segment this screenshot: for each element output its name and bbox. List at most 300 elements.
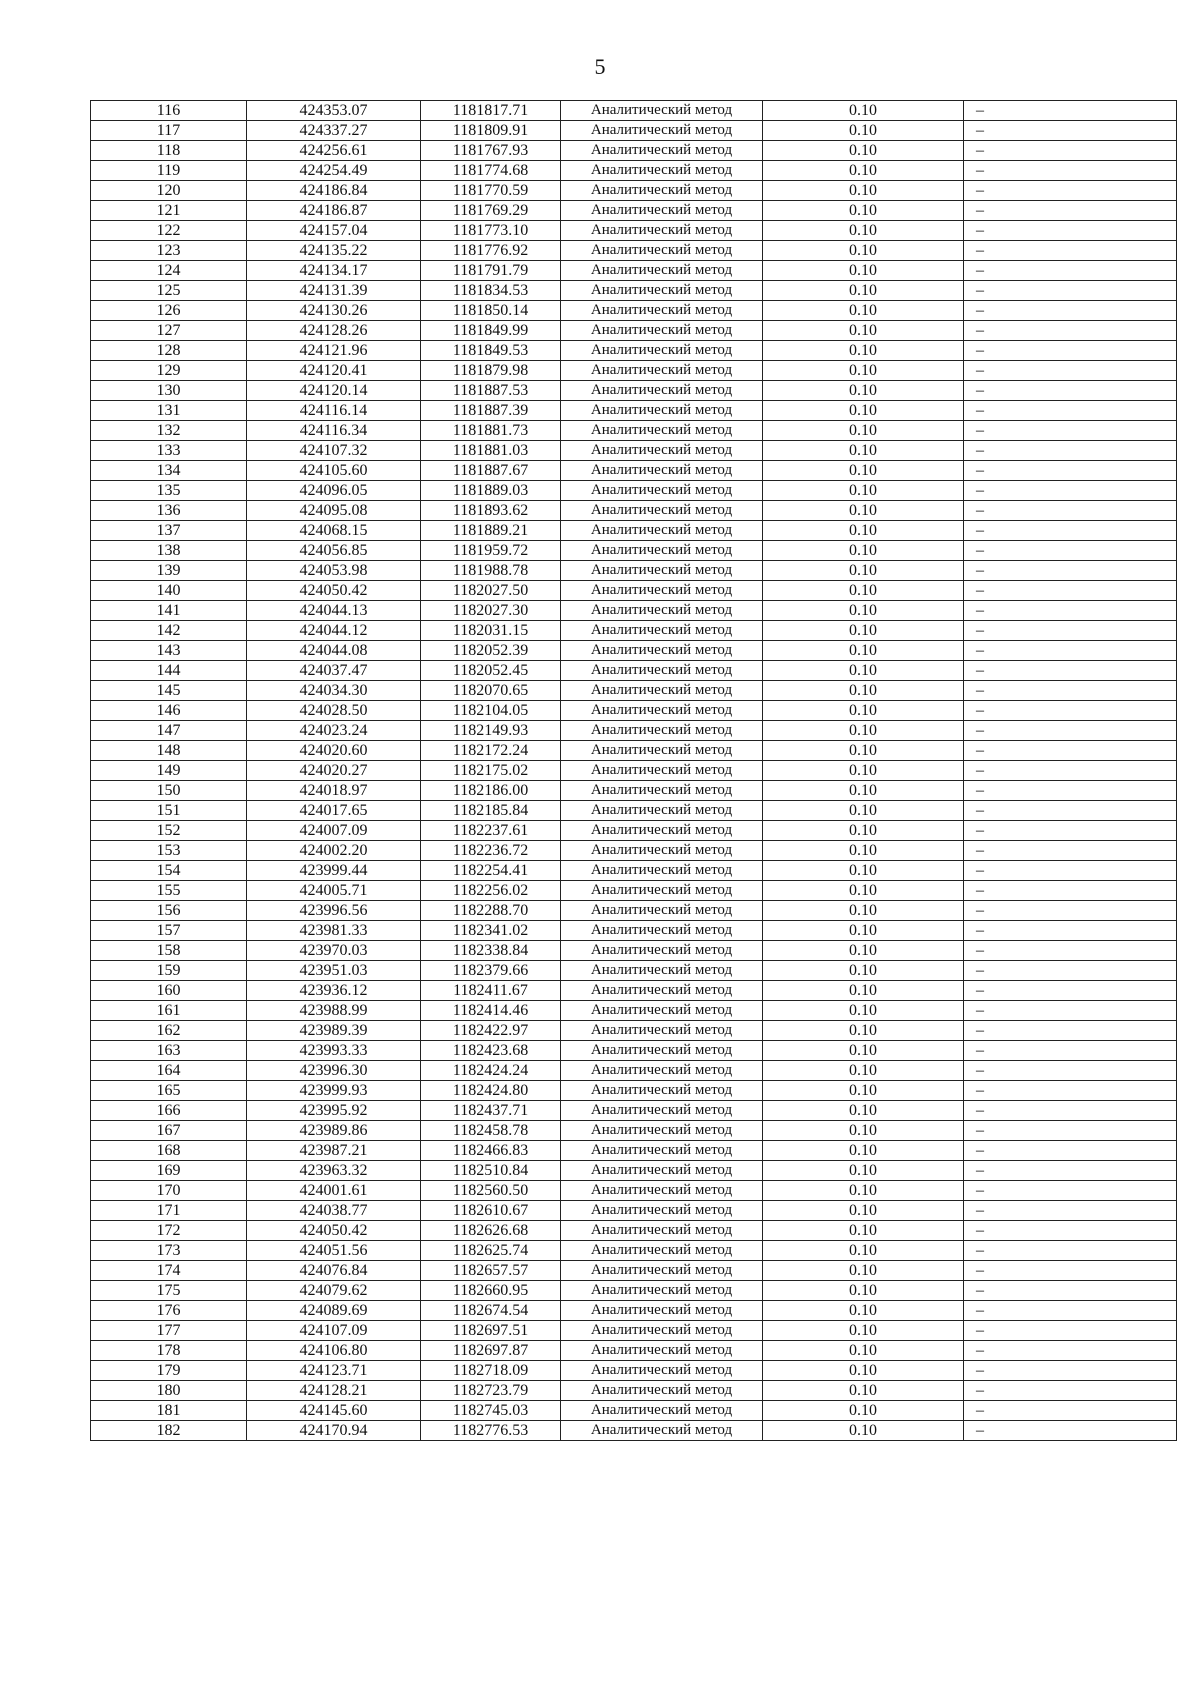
table-row [91, 1281, 1177, 1301]
x-coordinate-cell: 424095.08 [247, 501, 421, 521]
x-coordinate-cell: 423989.86 [247, 1121, 421, 1141]
x-coordinate-cell: 424020.27 [247, 761, 421, 781]
point-number-cell: 175 [91, 1281, 247, 1301]
point-number-cell: 132 [91, 421, 247, 441]
table-row [91, 961, 1177, 981]
point-number-cell: 147 [91, 721, 247, 741]
description-cell: – [964, 361, 1177, 381]
method-cell: Аналитический метод [561, 221, 763, 241]
x-coordinate-cell: 424256.61 [247, 141, 421, 161]
x-coordinate-cell: 424353.07 [247, 101, 421, 121]
description-cell: – [964, 681, 1177, 701]
method-cell: Аналитический метод [561, 1401, 763, 1421]
table-row [91, 1261, 1177, 1281]
accuracy-cell: 0.10 [763, 1161, 964, 1181]
x-coordinate-cell: 424002.20 [247, 841, 421, 861]
table-row [91, 921, 1177, 941]
y-coordinate-cell: 1182411.67 [421, 981, 561, 1001]
method-cell: Аналитический метод [561, 461, 763, 481]
point-number-cell: 156 [91, 901, 247, 921]
y-coordinate-cell: 1181770.59 [421, 181, 561, 201]
description-cell: – [964, 781, 1177, 801]
table-row [91, 621, 1177, 641]
x-coordinate-cell: 423981.33 [247, 921, 421, 941]
accuracy-cell: 0.10 [763, 621, 964, 641]
method-cell: Аналитический метод [561, 961, 763, 981]
description-cell: – [964, 501, 1177, 521]
point-number-cell: 166 [91, 1101, 247, 1121]
point-number-cell: 155 [91, 881, 247, 901]
y-coordinate-cell: 1182466.83 [421, 1141, 561, 1161]
y-coordinate-cell: 1182657.57 [421, 1261, 561, 1281]
accuracy-cell: 0.10 [763, 361, 964, 381]
accuracy-cell: 0.10 [763, 1101, 964, 1121]
x-coordinate-cell: 424105.60 [247, 461, 421, 481]
table-row [91, 1361, 1177, 1381]
description-cell: – [964, 341, 1177, 361]
y-coordinate-cell: 1182237.61 [421, 821, 561, 841]
description-cell: – [964, 521, 1177, 541]
y-coordinate-cell: 1182674.54 [421, 1301, 561, 1321]
x-coordinate-cell: 423951.03 [247, 961, 421, 981]
x-coordinate-cell: 424068.15 [247, 521, 421, 541]
y-coordinate-cell: 1182186.00 [421, 781, 561, 801]
table-row [91, 241, 1177, 261]
table-row [91, 841, 1177, 861]
table-row [91, 641, 1177, 661]
accuracy-cell: 0.10 [763, 641, 964, 661]
table-row [91, 401, 1177, 421]
accuracy-cell: 0.10 [763, 1061, 964, 1081]
method-cell: Аналитический метод [561, 901, 763, 921]
y-coordinate-cell: 1182745.03 [421, 1401, 561, 1421]
description-cell: – [964, 921, 1177, 941]
y-coordinate-cell: 1181774.68 [421, 161, 561, 181]
method-cell: Аналитический метод [561, 1001, 763, 1021]
description-cell: – [964, 1301, 1177, 1321]
y-coordinate-cell: 1182437.71 [421, 1101, 561, 1121]
accuracy-cell: 0.10 [763, 461, 964, 481]
table-row [91, 1381, 1177, 1401]
description-cell: – [964, 901, 1177, 921]
point-number-cell: 171 [91, 1201, 247, 1221]
point-number-cell: 133 [91, 441, 247, 461]
y-coordinate-cell: 1181850.14 [421, 301, 561, 321]
method-cell: Аналитический метод [561, 261, 763, 281]
method-cell: Аналитический метод [561, 1281, 763, 1301]
description-cell: – [964, 1401, 1177, 1421]
description-cell: – [964, 861, 1177, 881]
point-number-cell: 153 [91, 841, 247, 861]
method-cell: Аналитический метод [561, 801, 763, 821]
table-row [91, 801, 1177, 821]
x-coordinate-cell: 424079.62 [247, 1281, 421, 1301]
x-coordinate-cell: 424044.08 [247, 641, 421, 661]
x-coordinate-cell: 424120.41 [247, 361, 421, 381]
description-cell: – [964, 1241, 1177, 1261]
description-cell: – [964, 481, 1177, 501]
coordinates-table-body [91, 101, 1177, 1441]
point-number-cell: 118 [91, 141, 247, 161]
table-row [91, 601, 1177, 621]
description-cell: – [964, 701, 1177, 721]
accuracy-cell: 0.10 [763, 1121, 964, 1141]
description-cell: – [964, 761, 1177, 781]
description-cell: – [964, 1341, 1177, 1361]
method-cell: Аналитический метод [561, 121, 763, 141]
method-cell: Аналитический метод [561, 641, 763, 661]
table-row [91, 1401, 1177, 1421]
point-number-cell: 141 [91, 601, 247, 621]
point-number-cell: 170 [91, 1181, 247, 1201]
point-number-cell: 129 [91, 361, 247, 381]
method-cell: Аналитический метод [561, 101, 763, 121]
accuracy-cell: 0.10 [763, 981, 964, 1001]
x-coordinate-cell: 424186.87 [247, 201, 421, 221]
y-coordinate-cell: 1182424.24 [421, 1061, 561, 1081]
point-number-cell: 178 [91, 1341, 247, 1361]
point-number-cell: 134 [91, 461, 247, 481]
table-row [91, 321, 1177, 341]
y-coordinate-cell: 1182660.95 [421, 1281, 561, 1301]
method-cell: Аналитический метод [561, 1121, 763, 1141]
method-cell: Аналитический метод [561, 1301, 763, 1321]
description-cell: – [964, 141, 1177, 161]
table-row [91, 981, 1177, 1001]
description-cell: – [964, 1061, 1177, 1081]
description-cell: – [964, 381, 1177, 401]
accuracy-cell: 0.10 [763, 1001, 964, 1021]
table-row [91, 741, 1177, 761]
accuracy-cell: 0.10 [763, 881, 964, 901]
point-number-cell: 144 [91, 661, 247, 681]
method-cell: Аналитический метод [561, 761, 763, 781]
y-coordinate-cell: 1182776.53 [421, 1421, 561, 1441]
description-cell: – [964, 441, 1177, 461]
accuracy-cell: 0.10 [763, 1201, 964, 1221]
method-cell: Аналитический метод [561, 1381, 763, 1401]
method-cell: Аналитический метод [561, 1181, 763, 1201]
method-cell: Аналитический метод [561, 361, 763, 381]
table-row [91, 461, 1177, 481]
point-number-cell: 143 [91, 641, 247, 661]
accuracy-cell: 0.10 [763, 441, 964, 461]
description-cell: – [964, 1101, 1177, 1121]
point-number-cell: 174 [91, 1261, 247, 1281]
description-cell: – [964, 1361, 1177, 1381]
y-coordinate-cell: 1181809.91 [421, 121, 561, 141]
method-cell: Аналитический метод [561, 1061, 763, 1081]
table-row [91, 681, 1177, 701]
accuracy-cell: 0.10 [763, 121, 964, 141]
method-cell: Аналитический метод [561, 481, 763, 501]
table-row [91, 821, 1177, 841]
y-coordinate-cell: 1182027.30 [421, 601, 561, 621]
accuracy-cell: 0.10 [763, 901, 964, 921]
point-number-cell: 137 [91, 521, 247, 541]
point-number-cell: 117 [91, 121, 247, 141]
description-cell: – [964, 661, 1177, 681]
method-cell: Аналитический метод [561, 381, 763, 401]
y-coordinate-cell: 1182236.72 [421, 841, 561, 861]
table-row [91, 441, 1177, 461]
point-number-cell: 125 [91, 281, 247, 301]
accuracy-cell: 0.10 [763, 781, 964, 801]
y-coordinate-cell: 1181887.67 [421, 461, 561, 481]
accuracy-cell: 0.10 [763, 861, 964, 881]
y-coordinate-cell: 1182052.45 [421, 661, 561, 681]
accuracy-cell: 0.10 [763, 1421, 964, 1441]
accuracy-cell: 0.10 [763, 1021, 964, 1041]
description-cell: – [964, 1041, 1177, 1061]
y-coordinate-cell: 1181767.93 [421, 141, 561, 161]
x-coordinate-cell: 424038.77 [247, 1201, 421, 1221]
x-coordinate-cell: 423987.21 [247, 1141, 421, 1161]
table-row [91, 1201, 1177, 1221]
y-coordinate-cell: 1182697.87 [421, 1341, 561, 1361]
description-cell: – [964, 281, 1177, 301]
x-coordinate-cell: 424106.80 [247, 1341, 421, 1361]
y-coordinate-cell: 1182149.93 [421, 721, 561, 741]
y-coordinate-cell: 1181879.98 [421, 361, 561, 381]
accuracy-cell: 0.10 [763, 341, 964, 361]
table-row [91, 661, 1177, 681]
description-cell: – [964, 981, 1177, 1001]
description-cell: – [964, 261, 1177, 281]
point-number-cell: 122 [91, 221, 247, 241]
table-row [91, 721, 1177, 741]
table-row [91, 1181, 1177, 1201]
table-row [91, 161, 1177, 181]
accuracy-cell: 0.10 [763, 941, 964, 961]
table-row [91, 381, 1177, 401]
y-coordinate-cell: 1182422.97 [421, 1021, 561, 1041]
description-cell: – [964, 541, 1177, 561]
table-row [91, 1101, 1177, 1121]
point-number-cell: 142 [91, 621, 247, 641]
description-cell: – [964, 221, 1177, 241]
accuracy-cell: 0.10 [763, 421, 964, 441]
method-cell: Аналитический метод [561, 1141, 763, 1161]
description-cell: – [964, 1221, 1177, 1241]
x-coordinate-cell: 423995.92 [247, 1101, 421, 1121]
description-cell: – [964, 201, 1177, 221]
table-row [91, 1161, 1177, 1181]
method-cell: Аналитический метод [561, 1261, 763, 1281]
method-cell: Аналитический метод [561, 581, 763, 601]
table-row [91, 761, 1177, 781]
table-row [91, 281, 1177, 301]
y-coordinate-cell: 1182256.02 [421, 881, 561, 901]
point-number-cell: 131 [91, 401, 247, 421]
x-coordinate-cell: 424134.17 [247, 261, 421, 281]
method-cell: Аналитический метод [561, 981, 763, 1001]
method-cell: Аналитический метод [561, 1081, 763, 1101]
accuracy-cell: 0.10 [763, 601, 964, 621]
y-coordinate-cell: 1181881.73 [421, 421, 561, 441]
point-number-cell: 160 [91, 981, 247, 1001]
y-coordinate-cell: 1182625.74 [421, 1241, 561, 1261]
coordinates-table [90, 100, 1177, 1441]
table-row [91, 1121, 1177, 1141]
y-coordinate-cell: 1182510.84 [421, 1161, 561, 1181]
y-coordinate-cell: 1181893.62 [421, 501, 561, 521]
accuracy-cell: 0.10 [763, 101, 964, 121]
point-number-cell: 139 [91, 561, 247, 581]
method-cell: Аналитический метод [561, 621, 763, 641]
x-coordinate-cell: 424017.65 [247, 801, 421, 821]
accuracy-cell: 0.10 [763, 281, 964, 301]
y-coordinate-cell: 1181773.10 [421, 221, 561, 241]
x-coordinate-cell: 424089.69 [247, 1301, 421, 1321]
table-row [91, 201, 1177, 221]
accuracy-cell: 0.10 [763, 221, 964, 241]
method-cell: Аналитический метод [561, 421, 763, 441]
table-row [91, 701, 1177, 721]
point-number-cell: 167 [91, 1121, 247, 1141]
accuracy-cell: 0.10 [763, 301, 964, 321]
description-cell: – [964, 1421, 1177, 1441]
method-cell: Аналитический метод [561, 921, 763, 941]
accuracy-cell: 0.10 [763, 561, 964, 581]
method-cell: Аналитический метод [561, 681, 763, 701]
table-row [91, 1321, 1177, 1341]
point-number-cell: 123 [91, 241, 247, 261]
description-cell: – [964, 1121, 1177, 1141]
x-coordinate-cell: 424116.14 [247, 401, 421, 421]
accuracy-cell: 0.10 [763, 801, 964, 821]
x-coordinate-cell: 424044.13 [247, 601, 421, 621]
accuracy-cell: 0.10 [763, 701, 964, 721]
description-cell: – [964, 841, 1177, 861]
accuracy-cell: 0.10 [763, 1081, 964, 1101]
table-row [91, 901, 1177, 921]
method-cell: Аналитический метод [561, 881, 763, 901]
y-coordinate-cell: 1182560.50 [421, 1181, 561, 1201]
x-coordinate-cell: 424131.39 [247, 281, 421, 301]
y-coordinate-cell: 1182104.05 [421, 701, 561, 721]
x-coordinate-cell: 424186.84 [247, 181, 421, 201]
accuracy-cell: 0.10 [763, 1221, 964, 1241]
accuracy-cell: 0.10 [763, 1341, 964, 1361]
x-coordinate-cell: 424170.94 [247, 1421, 421, 1441]
table-row [91, 341, 1177, 361]
x-coordinate-cell: 423988.99 [247, 1001, 421, 1021]
x-coordinate-cell: 424051.56 [247, 1241, 421, 1261]
description-cell: – [964, 961, 1177, 981]
point-number-cell: 127 [91, 321, 247, 341]
method-cell: Аналитический метод [561, 1421, 763, 1441]
description-cell: – [964, 581, 1177, 601]
method-cell: Аналитический метод [561, 861, 763, 881]
table-row [91, 101, 1177, 121]
y-coordinate-cell: 1181889.21 [421, 521, 561, 541]
x-coordinate-cell: 423970.03 [247, 941, 421, 961]
x-coordinate-cell: 424337.27 [247, 121, 421, 141]
x-coordinate-cell: 424056.85 [247, 541, 421, 561]
description-cell: – [964, 821, 1177, 841]
table-row [91, 301, 1177, 321]
x-coordinate-cell: 424034.30 [247, 681, 421, 701]
point-number-cell: 138 [91, 541, 247, 561]
x-coordinate-cell: 423963.32 [247, 1161, 421, 1181]
y-coordinate-cell: 1182175.02 [421, 761, 561, 781]
y-coordinate-cell: 1181817.71 [421, 101, 561, 121]
y-coordinate-cell: 1182070.65 [421, 681, 561, 701]
point-number-cell: 121 [91, 201, 247, 221]
accuracy-cell: 0.10 [763, 581, 964, 601]
method-cell: Аналитический метод [561, 781, 763, 801]
accuracy-cell: 0.10 [763, 1041, 964, 1061]
point-number-cell: 126 [91, 301, 247, 321]
accuracy-cell: 0.10 [763, 521, 964, 541]
table-row [91, 501, 1177, 521]
accuracy-cell: 0.10 [763, 501, 964, 521]
table-row [91, 1061, 1177, 1081]
x-coordinate-cell: 424123.71 [247, 1361, 421, 1381]
description-cell: – [964, 621, 1177, 641]
y-coordinate-cell: 1182718.09 [421, 1361, 561, 1381]
point-number-cell: 172 [91, 1221, 247, 1241]
description-cell: – [964, 1161, 1177, 1181]
x-coordinate-cell: 424116.34 [247, 421, 421, 441]
accuracy-cell: 0.10 [763, 1141, 964, 1161]
description-cell: – [964, 561, 1177, 581]
description-cell: – [964, 881, 1177, 901]
method-cell: Аналитический метод [561, 1321, 763, 1341]
x-coordinate-cell: 424145.60 [247, 1401, 421, 1421]
point-number-cell: 176 [91, 1301, 247, 1321]
accuracy-cell: 0.10 [763, 921, 964, 941]
method-cell: Аналитический метод [561, 1161, 763, 1181]
description-cell: – [964, 181, 1177, 201]
point-number-cell: 149 [91, 761, 247, 781]
accuracy-cell: 0.10 [763, 1181, 964, 1201]
accuracy-cell: 0.10 [763, 321, 964, 341]
method-cell: Аналитический метод [561, 661, 763, 681]
accuracy-cell: 0.10 [763, 241, 964, 261]
table-row [91, 1141, 1177, 1161]
point-number-cell: 179 [91, 1361, 247, 1381]
x-coordinate-cell: 424050.42 [247, 1221, 421, 1241]
x-coordinate-cell: 423989.39 [247, 1021, 421, 1041]
y-coordinate-cell: 1182172.24 [421, 741, 561, 761]
x-coordinate-cell: 424128.26 [247, 321, 421, 341]
accuracy-cell: 0.10 [763, 681, 964, 701]
method-cell: Аналитический метод [561, 161, 763, 181]
x-coordinate-cell: 424005.71 [247, 881, 421, 901]
method-cell: Аналитический метод [561, 1021, 763, 1041]
table-row [91, 1221, 1177, 1241]
table-row [91, 1081, 1177, 1101]
accuracy-cell: 0.10 [763, 741, 964, 761]
accuracy-cell: 0.10 [763, 721, 964, 741]
y-coordinate-cell: 1181889.03 [421, 481, 561, 501]
accuracy-cell: 0.10 [763, 181, 964, 201]
x-coordinate-cell: 424120.14 [247, 381, 421, 401]
point-number-cell: 130 [91, 381, 247, 401]
y-coordinate-cell: 1182423.68 [421, 1041, 561, 1061]
accuracy-cell: 0.10 [763, 1321, 964, 1341]
accuracy-cell: 0.10 [763, 1301, 964, 1321]
point-number-cell: 181 [91, 1401, 247, 1421]
point-number-cell: 151 [91, 801, 247, 821]
point-number-cell: 180 [91, 1381, 247, 1401]
description-cell: – [964, 1181, 1177, 1201]
description-cell: – [964, 741, 1177, 761]
accuracy-cell: 0.10 [763, 1281, 964, 1301]
method-cell: Аналитический метод [561, 1221, 763, 1241]
